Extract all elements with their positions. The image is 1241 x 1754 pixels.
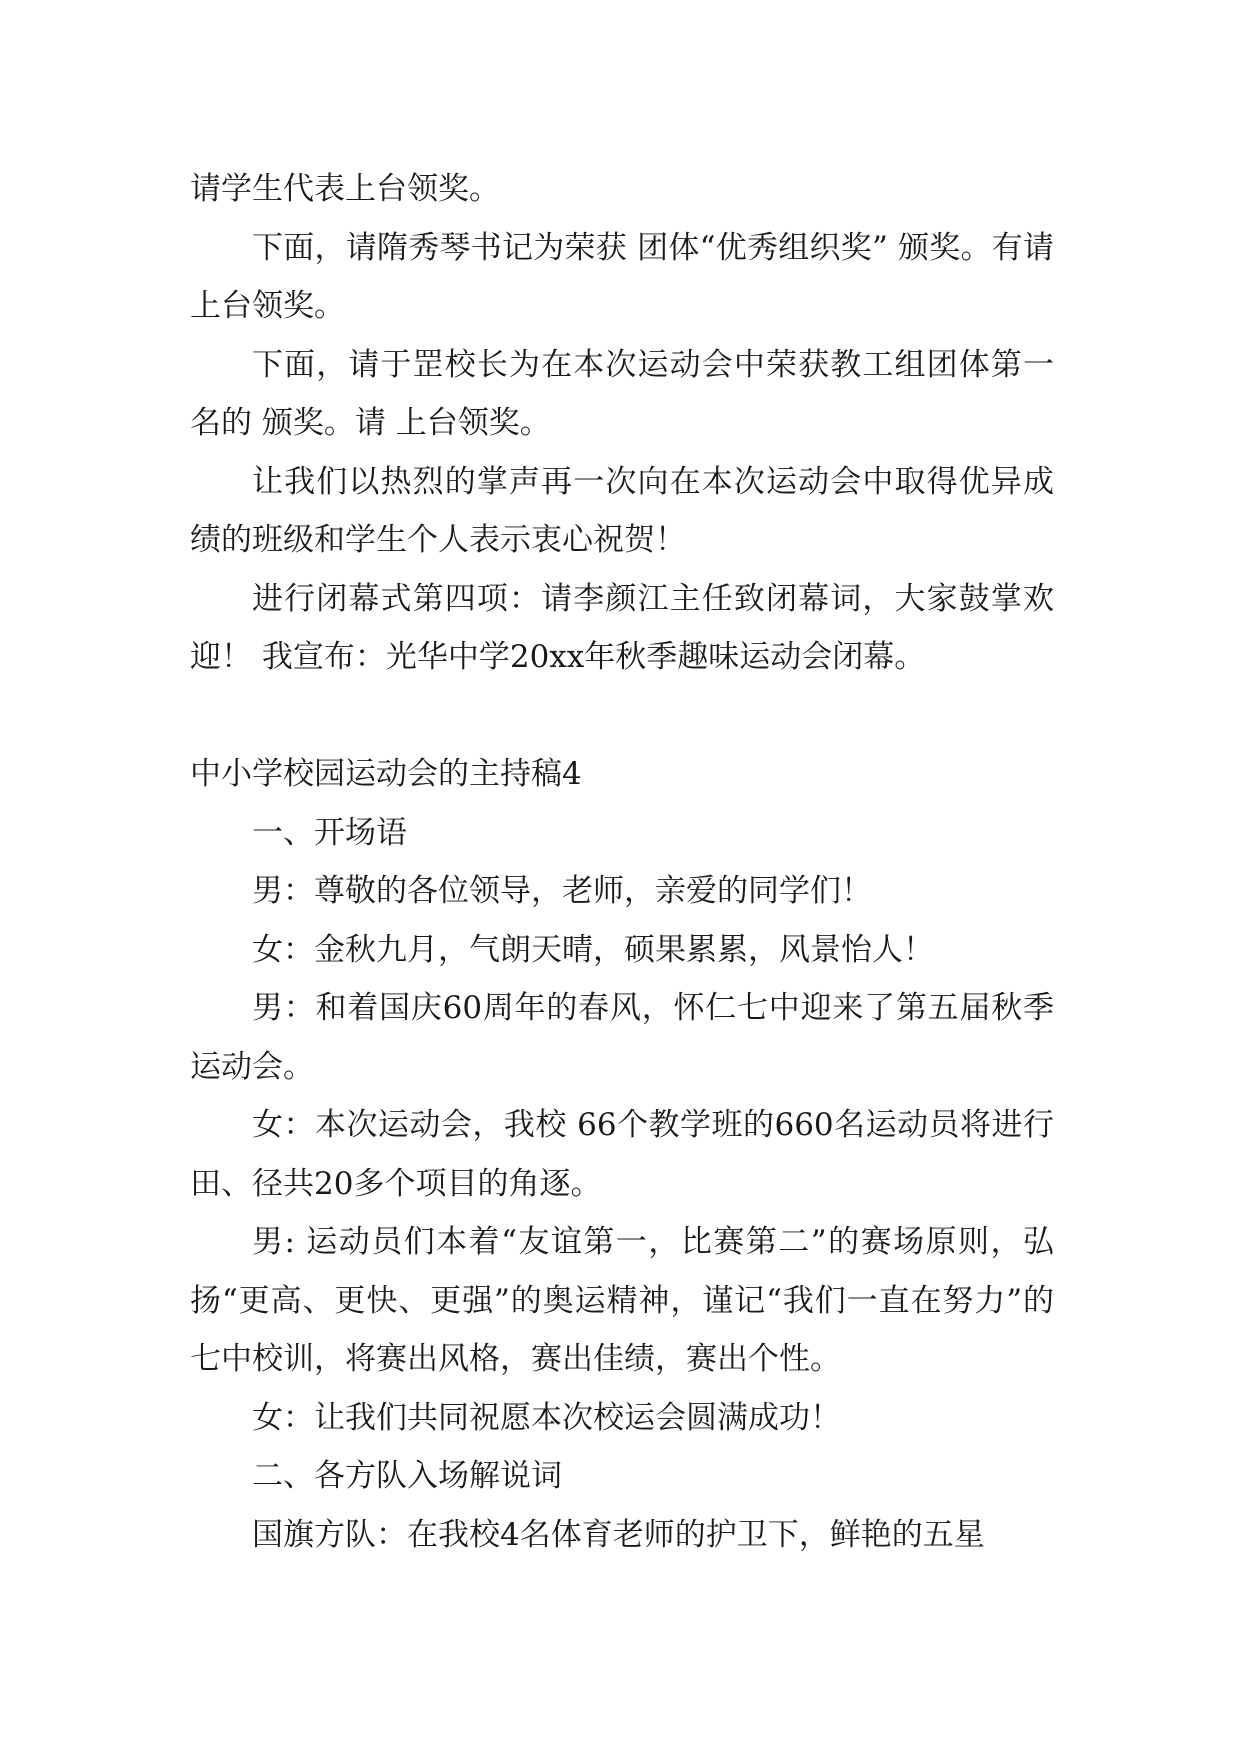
paragraph-staff-team-award: 下面，请于罡校长为在本次运动会中荣获教工组团体第一名的 颁奖。请 上台领奖。: [190, 346, 1054, 441]
subheading-team-entrance: 二、各方队入场解说词: [252, 1458, 562, 1494]
section-heading: 中小学校园运动会的主持稿4: [190, 756, 582, 792]
paragraph-female-athletes: 女：本次运动会，我校 66个教学班的660名运动员将进行田、径共20多个项目的角逐。: [190, 1107, 1054, 1202]
paragraph-organization-award: 下面，请隋秀琴书记为荣获 团体“优秀组织奖” 颁奖。有请 上台领奖。: [190, 229, 1054, 324]
paragraph-male-national-day: 男：和着国庆60周年的春风，怀仁七中迎来了第五届秋季运动会。: [190, 990, 1054, 1085]
paragraph-male-greeting: 男：尊敬的各位领导，老师，亲爱的同学们！: [252, 873, 872, 909]
paragraph-female-wishes: 女：让我们共同祝愿本次校运会圆满成功！: [252, 1399, 841, 1436]
subheading-opening: 一、开场语: [252, 814, 407, 851]
paragraph-closing-ceremony: 进行闭幕式第四项：请李颜江主任致闭幕词，大家鼓掌欢迎！ 我宣布：光华中学20xx年秋季趣味运动会闭幕。: [190, 580, 1054, 675]
paragraph-male-spirit: 男: 运动员们本着“友谊第一，比赛第二”的赛场原则，弘扬“更高、更快、更强”的奥运精神，谨记“我们一直在努力”的七中校训，将赛出风格，赛出佳绩，赛出个性。: [190, 1224, 1054, 1377]
section-gap: [190, 687, 1054, 746]
document-body: [190, 160, 1054, 1564]
paragraph-award-students: 请学生代表上台领奖。: [190, 171, 500, 207]
paragraph-female-autumn: 女：金秋九月，气朗天晴，硕果累累，风景怡人！: [252, 931, 934, 968]
paragraph-flag-team: 国旗方队：在我校4名体育老师的护卫下，鲜艳的五星: [252, 1516, 985, 1553]
paragraph-congratulations: 让我们以热烈的掌声再一次向在本次运动会中取得优异成绩的班级和学生个人表示衷心祝贺！: [190, 463, 1054, 558]
